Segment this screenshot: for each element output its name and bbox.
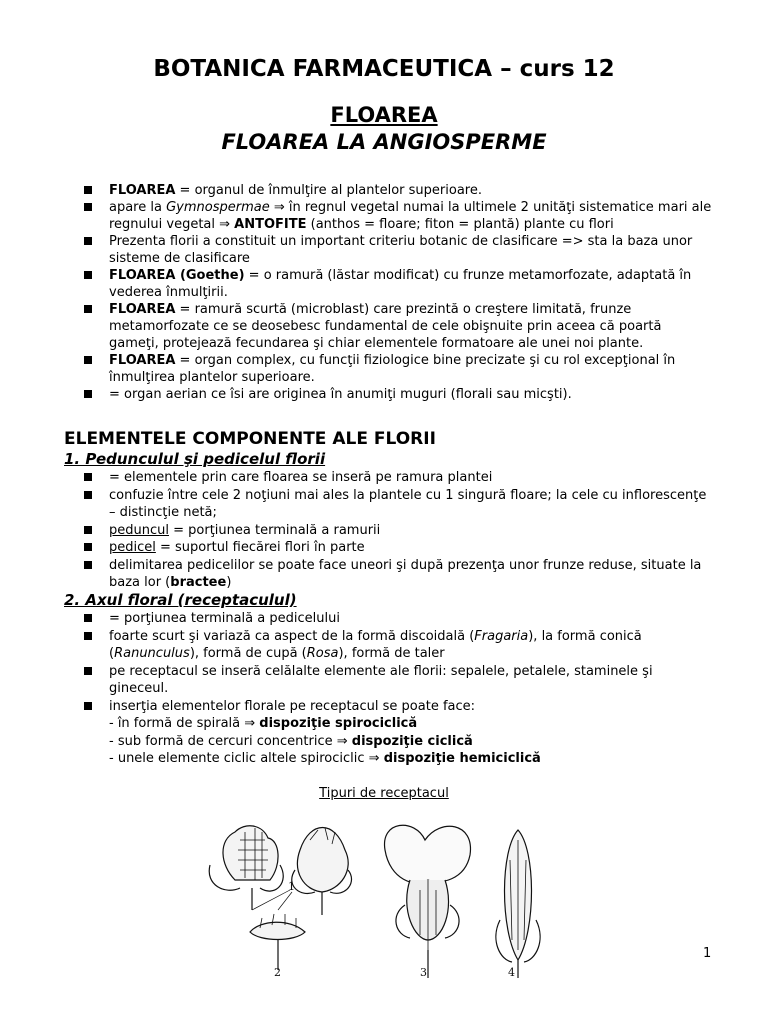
- text: ), la formă conică (: [109, 628, 642, 661]
- list-item: [84, 469, 714, 487]
- text: ): [226, 575, 232, 590]
- intro-list: [84, 182, 714, 403]
- text: = organul de înmulţire al plantelor superioare.: [175, 183, 482, 198]
- term: FLOAREA (Goethe): [109, 268, 245, 283]
- text: ), formă de cupă (: [189, 646, 307, 661]
- receptacle-types-figure: [200, 810, 560, 980]
- list-item: [84, 539, 714, 557]
- receptacle-illustration-1b: [292, 828, 352, 916]
- figure-label: 3: [420, 966, 427, 979]
- list-item: [84, 557, 714, 592]
- subsection-heading-2: 2. Axul floral (receptaculul): [64, 591, 297, 609]
- intro-item: [84, 267, 714, 301]
- text: = porţiunea terminală a ramurii: [168, 522, 381, 538]
- intro-item: [84, 182, 714, 199]
- intro-item: [84, 233, 714, 267]
- list-item: [84, 610, 714, 628]
- intro-item: [84, 199, 714, 233]
- term: FLOAREA: [109, 353, 176, 368]
- text: = elementele prin care floarea se inseră pe ramura plantei: [109, 470, 493, 485]
- text: Prezenta florii a constituit un important criteriu botanic de clasificare => sta la baza unor sisteme de clasificare: [109, 234, 693, 266]
- text: apare la: [109, 200, 167, 215]
- list-item: [84, 663, 714, 698]
- taxon: Fragaria: [474, 628, 529, 644]
- term: dispoziţie ciclică: [351, 733, 473, 749]
- text: pe receptacul se inseră celălalte elemente ale florii: sepalele, petalele, staminele şi gineceul.: [109, 663, 653, 696]
- list-item: [84, 522, 714, 540]
- list-item: [84, 487, 714, 522]
- subsection-2-list: [84, 610, 714, 768]
- figure-label: 1: [288, 880, 295, 893]
- text: = o ramură (lăstar modificat) cu frunze metamorfozate, adaptată în vederea înmulţirii.: [109, 268, 692, 300]
- text: (anthos = floare; fiton = plantă) plante cu flori: [306, 217, 614, 232]
- section-title: ELEMENTELE COMPONENTE ALE FLORII: [64, 429, 436, 449]
- subsection-1-list: [84, 469, 714, 592]
- text: confuzie între cele 2 noţiuni mai ales la plantele cu 1 singură floare; la cele cu inflorescenţe – distincţie netă;: [109, 487, 707, 520]
- arrangement-line: [109, 733, 714, 751]
- text: = organ complex, cu funcţii fiziologice bine precizate şi cu rol excepţional în înmulţirea plantelor superioare.: [109, 353, 676, 385]
- term: bractee: [170, 575, 227, 590]
- term: dispoziţie hemiciclică: [383, 751, 541, 766]
- taxon: Ranunculus: [114, 646, 190, 661]
- figure-caption: Tipuri de receptacul: [319, 786, 449, 801]
- taxon: Gymnospermae: [166, 200, 270, 215]
- term: ANTOFITE: [234, 217, 307, 232]
- receptacle-illustration-3: [385, 825, 471, 978]
- term: pedicel: [109, 540, 156, 555]
- arrangement-line: [109, 715, 714, 733]
- text: = porţiunea terminală a pedicelului: [109, 611, 340, 626]
- document-title: BOTANICA FARMACEUTICA – curs 12: [153, 56, 615, 82]
- text: - sub formă de cercuri concentrice ⇒: [109, 733, 352, 749]
- page-number: 1: [703, 946, 712, 961]
- arrangement-line: [109, 750, 714, 768]
- term: FLOAREA: [109, 183, 176, 198]
- text: = ramură scurtă (microblast) care prezintă o creştere limitată, frunze metamorfozate ce se deosebesc fundamental de cele obişnuite prin aceea că poartă gameţi, protejează fecundarea şi chiar elementele formatoare ale unei noi plante.: [109, 302, 662, 351]
- text: inserţia elementelor florale pe receptacul se poate face:: [109, 698, 476, 714]
- intro-item: [84, 301, 714, 352]
- text: - în formă de spirală ⇒: [109, 716, 260, 731]
- chapter-title: FLOAREA: [330, 103, 438, 127]
- chapter-subtitle: FLOAREA LA ANGIOSPERME: [221, 130, 547, 154]
- figure-label: 4: [508, 966, 515, 979]
- intro-item: [84, 386, 714, 403]
- figure-label: 2: [274, 966, 281, 979]
- text: ), formă de taler: [338, 646, 445, 661]
- text: - unele elemente ciclic altele spirociclic ⇒: [109, 751, 384, 766]
- receptacle-illustration-2: [250, 892, 305, 970]
- text: ⇒ în regnul vegetal numai la ultimele 2 unităţi sistematice mari ale regnului vegetal ⇒: [109, 200, 712, 232]
- term: peduncul: [109, 522, 169, 538]
- text: foarte scurt şi variază ca aspect de la formă discoidală (: [109, 628, 475, 644]
- intro-item: [84, 352, 714, 386]
- receptacle-illustration-4: [496, 830, 540, 978]
- text: delimitarea pedicelilor se poate face uneori şi după prezenţa unor frunze reduse, situate la baza lor (: [109, 557, 702, 590]
- text: = suportul fiecărei flori în parte: [155, 540, 365, 555]
- list-item: [84, 698, 714, 768]
- taxon: Rosa: [306, 646, 339, 661]
- term: FLOAREA: [109, 302, 176, 317]
- subsection-heading-1: 1. Pedunculul şi pedicelul florii: [64, 450, 326, 468]
- term: dispoziţie spirociclică: [259, 716, 418, 731]
- list-item: [84, 628, 714, 663]
- text: = organ aerian ce îsi are originea în anumiţi muguri (florali sau micşti).: [109, 387, 572, 402]
- receptacle-illustration-1: [209, 826, 290, 910]
